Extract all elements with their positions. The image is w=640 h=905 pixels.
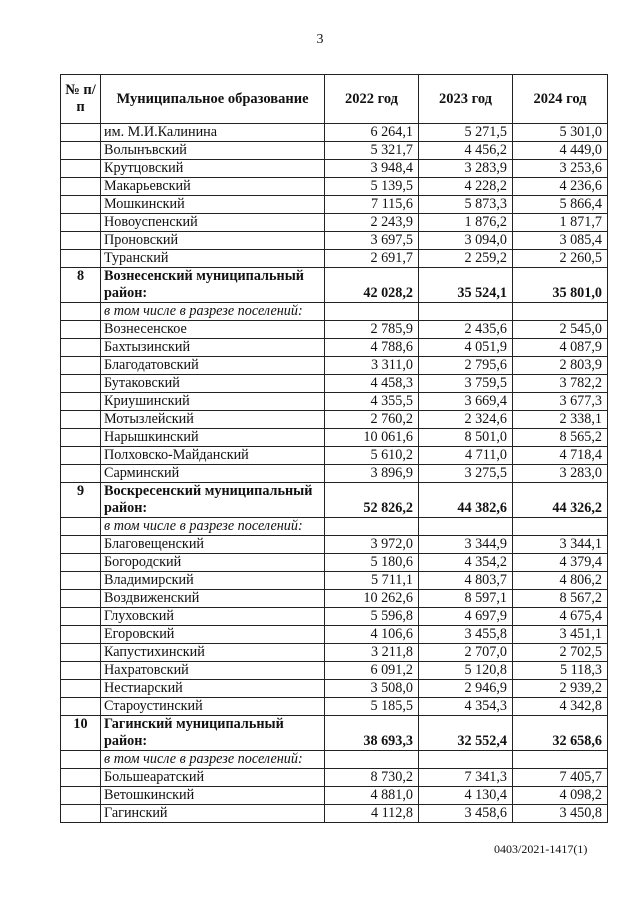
settlement-value: 1 871,7 (513, 214, 608, 232)
settlement-name: Благовещенский (101, 536, 325, 554)
settlement-value: 4 806,2 (513, 572, 608, 590)
subheading-empty-cell (419, 303, 513, 321)
table-row (61, 232, 608, 250)
table-row (61, 393, 608, 411)
district-total: 38 693,3 (325, 716, 419, 751)
table-row (61, 250, 608, 268)
header-index: № п/п (61, 75, 101, 124)
row-index-cell (61, 321, 101, 339)
settlement-value: 2 324,6 (419, 411, 513, 429)
settlement-value: 5 596,8 (325, 608, 419, 626)
row-index-cell (61, 357, 101, 375)
subheading-empty-cell (513, 751, 608, 769)
row-index-cell (61, 160, 101, 178)
district-total: 42 028,2 (325, 268, 419, 303)
table-row (61, 465, 608, 483)
subheading-label: в том числе в разрезе поселений: (101, 303, 325, 321)
settlement-value: 2 939,2 (513, 680, 608, 698)
table-row (61, 805, 608, 823)
header-2024: 2024 год (513, 75, 608, 124)
settlement-value: 2 338,1 (513, 411, 608, 429)
settlement-value: 3 451,1 (513, 626, 608, 644)
district-index: 8 (61, 268, 101, 303)
settlement-name: Староустинский (101, 698, 325, 716)
row-index-cell (61, 608, 101, 626)
row-index-cell (61, 375, 101, 393)
district-total: 52 826,2 (325, 483, 419, 518)
row-index-cell (61, 142, 101, 160)
row-index-cell (61, 572, 101, 590)
settlement-value: 4 881,0 (325, 787, 419, 805)
settlement-value: 4 228,2 (419, 178, 513, 196)
table-row (61, 375, 608, 393)
settlement-name: Новоуспенский (101, 214, 325, 232)
settlement-value: 3 759,5 (419, 375, 513, 393)
district-total: 35 524,1 (419, 268, 513, 303)
district-total: 35 801,0 (513, 268, 608, 303)
row-index-cell (61, 644, 101, 662)
settlement-value: 3 697,5 (325, 232, 419, 250)
row-index-cell (61, 393, 101, 411)
settlement-value: 5 610,2 (325, 447, 419, 465)
table-header-row (61, 75, 608, 124)
settlement-value: 4 112,8 (325, 805, 419, 823)
settlement-value: 2 785,9 (325, 321, 419, 339)
table-row (61, 178, 608, 196)
settlement-value: 7 405,7 (513, 769, 608, 787)
district-total: 32 658,6 (513, 716, 608, 751)
settlement-value: 4 130,4 (419, 787, 513, 805)
settlement-value: 3 458,6 (419, 805, 513, 823)
row-index-cell (61, 178, 101, 196)
table-row (61, 124, 608, 142)
table-row (61, 787, 608, 805)
subheading-label: в том числе в разрезе поселений: (101, 751, 325, 769)
table-row (61, 447, 608, 465)
row-index-cell (61, 411, 101, 429)
settlement-name: Крутцовский (101, 160, 325, 178)
settlement-value: 4 456,2 (419, 142, 513, 160)
settlement-value: 2 260,5 (513, 250, 608, 268)
settlement-name: Владимирский (101, 572, 325, 590)
settlement-value: 7 341,3 (419, 769, 513, 787)
table-row (61, 572, 608, 590)
settlement-value: 3 094,0 (419, 232, 513, 250)
table-row (61, 160, 608, 178)
row-index-cell (61, 769, 101, 787)
settlement-value: 4 098,2 (513, 787, 608, 805)
district-index: 10 (61, 716, 101, 751)
header-municipality: Муниципальное образование (101, 75, 325, 124)
subheading-empty-cell (513, 518, 608, 536)
settlement-value: 4 379,4 (513, 554, 608, 572)
settlement-value: 4 449,0 (513, 142, 608, 160)
settlement-name: Глуховский (101, 608, 325, 626)
row-index-cell (61, 339, 101, 357)
settlement-name: Туранский (101, 250, 325, 268)
settlement-value: 5 139,5 (325, 178, 419, 196)
settlement-value: 3 283,0 (513, 465, 608, 483)
table-row (61, 644, 608, 662)
subheading-empty-cell (325, 303, 419, 321)
settlement-name: Капустихинский (101, 644, 325, 662)
settlement-name: Ветошкинский (101, 787, 325, 805)
settlement-value: 3 508,0 (325, 680, 419, 698)
settlement-name: Благодатовский (101, 357, 325, 375)
row-index-cell (61, 124, 101, 142)
settlement-value: 3 311,0 (325, 357, 419, 375)
page-number: 3 (316, 32, 324, 47)
settlement-value: 8 565,2 (513, 429, 608, 447)
settlement-name: Проновский (101, 232, 325, 250)
settlement-value: 4 675,4 (513, 608, 608, 626)
settlement-name: Вознесенское (101, 321, 325, 339)
settlement-name: Бутаковский (101, 375, 325, 393)
header-2022: 2022 год (325, 75, 419, 124)
settlement-value: 5 866,4 (513, 196, 608, 214)
settlement-value: 4 354,3 (419, 698, 513, 716)
settlement-value: 8 597,1 (419, 590, 513, 608)
table-row (61, 196, 608, 214)
row-index-cell (61, 805, 101, 823)
settlement-value: 3 283,9 (419, 160, 513, 178)
row-index-cell (61, 429, 101, 447)
settlement-value: 4 718,4 (513, 447, 608, 465)
district-total: 44 382,6 (419, 483, 513, 518)
document-code: 0403/2021-1417(1) (494, 842, 588, 856)
row-index-cell (61, 626, 101, 644)
settlement-value: 6 091,2 (325, 662, 419, 680)
settlement-name: Нарышкинский (101, 429, 325, 447)
settlement-value: 3 896,9 (325, 465, 419, 483)
settlement-value: 4 803,7 (419, 572, 513, 590)
settlement-value: 3 275,5 (419, 465, 513, 483)
settlement-value: 4 355,5 (325, 393, 419, 411)
settlement-value: 4 458,3 (325, 375, 419, 393)
settlement-value: 4 236,6 (513, 178, 608, 196)
row-index-cell (61, 214, 101, 232)
table-row (61, 680, 608, 698)
settlement-value: 5 118,3 (513, 662, 608, 680)
settlement-value: 5 301,0 (513, 124, 608, 142)
settlement-name: Нахратовский (101, 662, 325, 680)
district-row (61, 483, 608, 518)
row-index-cell (61, 787, 101, 805)
district-total: 32 552,4 (419, 716, 513, 751)
settlement-value: 3 211,8 (325, 644, 419, 662)
settlement-value: 4 697,9 (419, 608, 513, 626)
settlement-name: Воздвиженский (101, 590, 325, 608)
settlement-value: 5 271,5 (419, 124, 513, 142)
table-row (61, 554, 608, 572)
row-index-cell (61, 447, 101, 465)
settlement-value: 3 782,2 (513, 375, 608, 393)
settlement-name: Сарминский (101, 465, 325, 483)
settlement-value: 4 354,2 (419, 554, 513, 572)
settlement-value: 2 946,9 (419, 680, 513, 698)
settlement-value: 4 711,0 (419, 447, 513, 465)
subheading-row (61, 303, 608, 321)
table-row (61, 536, 608, 554)
settlement-value: 10 061,6 (325, 429, 419, 447)
settlement-value: 2 259,2 (419, 250, 513, 268)
subheading-empty-cell (325, 518, 419, 536)
table-row (61, 698, 608, 716)
settlement-value: 5 120,8 (419, 662, 513, 680)
subheading-index-cell (61, 518, 101, 536)
table-body (61, 124, 608, 823)
district-name: Гагинский муниципальный район: (101, 716, 325, 751)
table-row (61, 662, 608, 680)
settlement-value: 5 185,5 (325, 698, 419, 716)
subheading-index-cell (61, 303, 101, 321)
subheading-empty-cell (325, 751, 419, 769)
settlement-value: 2 702,5 (513, 644, 608, 662)
settlement-value: 3 669,4 (419, 393, 513, 411)
row-index-cell (61, 698, 101, 716)
table-row (61, 626, 608, 644)
settlement-value: 3 972,0 (325, 536, 419, 554)
settlement-value: 4 051,9 (419, 339, 513, 357)
row-index-cell (61, 465, 101, 483)
budget-table (60, 74, 608, 823)
table-row (61, 411, 608, 429)
subheading-row (61, 751, 608, 769)
settlement-value: 5 321,7 (325, 142, 419, 160)
settlement-value: 2 243,9 (325, 214, 419, 232)
settlement-value: 2 803,9 (513, 357, 608, 375)
settlement-value: 3 455,8 (419, 626, 513, 644)
table-row (61, 608, 608, 626)
table-row (61, 321, 608, 339)
settlement-value: 3 085,4 (513, 232, 608, 250)
table-row (61, 357, 608, 375)
settlement-value: 4 106,6 (325, 626, 419, 644)
settlement-value: 6 264,1 (325, 124, 419, 142)
row-index-cell (61, 554, 101, 572)
table-row (61, 142, 608, 160)
row-index-cell (61, 536, 101, 554)
table-row (61, 339, 608, 357)
settlement-value: 10 262,6 (325, 590, 419, 608)
settlement-value: 5 873,3 (419, 196, 513, 214)
settlement-name: Егоровский (101, 626, 325, 644)
settlement-name: Полховско-Майданский (101, 447, 325, 465)
district-total: 44 326,2 (513, 483, 608, 518)
settlement-value: 3 344,9 (419, 536, 513, 554)
table-row (61, 214, 608, 232)
settlement-value: 3 450,8 (513, 805, 608, 823)
settlement-value: 4 342,8 (513, 698, 608, 716)
row-index-cell (61, 662, 101, 680)
subheading-empty-cell (419, 518, 513, 536)
settlement-name: Нестиарский (101, 680, 325, 698)
row-index-cell (61, 232, 101, 250)
settlement-name: им. М.И.Калинина (101, 124, 325, 142)
subheading-label: в том числе в разрезе поселений: (101, 518, 325, 536)
settlement-value: 2 707,0 (419, 644, 513, 662)
district-index: 9 (61, 483, 101, 518)
subheading-empty-cell (419, 751, 513, 769)
settlement-value: 2 691,7 (325, 250, 419, 268)
table-row (61, 429, 608, 447)
district-name: Воскресенский муниципальный район: (101, 483, 325, 518)
settlement-name: Мотызлейский (101, 411, 325, 429)
settlement-value: 3 677,3 (513, 393, 608, 411)
settlement-value: 3 253,6 (513, 160, 608, 178)
settlement-value: 7 115,6 (325, 196, 419, 214)
settlement-value: 5 180,6 (325, 554, 419, 572)
settlement-value: 2 545,0 (513, 321, 608, 339)
settlement-value: 2 795,6 (419, 357, 513, 375)
settlement-name: Криушинский (101, 393, 325, 411)
row-index-cell (61, 196, 101, 214)
district-name: Вознесенский муниципальный район: (101, 268, 325, 303)
settlement-value: 8 501,0 (419, 429, 513, 447)
settlement-value: 4 087,9 (513, 339, 608, 357)
district-row (61, 268, 608, 303)
header-2023: 2023 год (419, 75, 513, 124)
settlement-name: Большеаратский (101, 769, 325, 787)
settlement-value: 8 730,2 (325, 769, 419, 787)
settlement-value: 1 876,2 (419, 214, 513, 232)
settlement-value: 4 788,6 (325, 339, 419, 357)
settlement-value: 2 760,2 (325, 411, 419, 429)
settlement-name: Богородский (101, 554, 325, 572)
settlement-name: Мошкинский (101, 196, 325, 214)
district-row (61, 716, 608, 751)
subheading-empty-cell (513, 303, 608, 321)
row-index-cell (61, 590, 101, 608)
settlement-value: 2 435,6 (419, 321, 513, 339)
settlement-name: Макарьевский (101, 178, 325, 196)
subheading-row (61, 518, 608, 536)
row-index-cell (61, 250, 101, 268)
row-index-cell (61, 680, 101, 698)
table-row (61, 590, 608, 608)
settlement-value: 8 567,2 (513, 590, 608, 608)
settlement-value: 3 344,1 (513, 536, 608, 554)
settlement-name: Гагинский (101, 805, 325, 823)
table-row (61, 769, 608, 787)
settlement-name: Волынъвский (101, 142, 325, 160)
subheading-index-cell (61, 751, 101, 769)
settlement-value: 5 711,1 (325, 572, 419, 590)
settlement-value: 3 948,4 (325, 160, 419, 178)
settlement-name: Бахтызинский (101, 339, 325, 357)
